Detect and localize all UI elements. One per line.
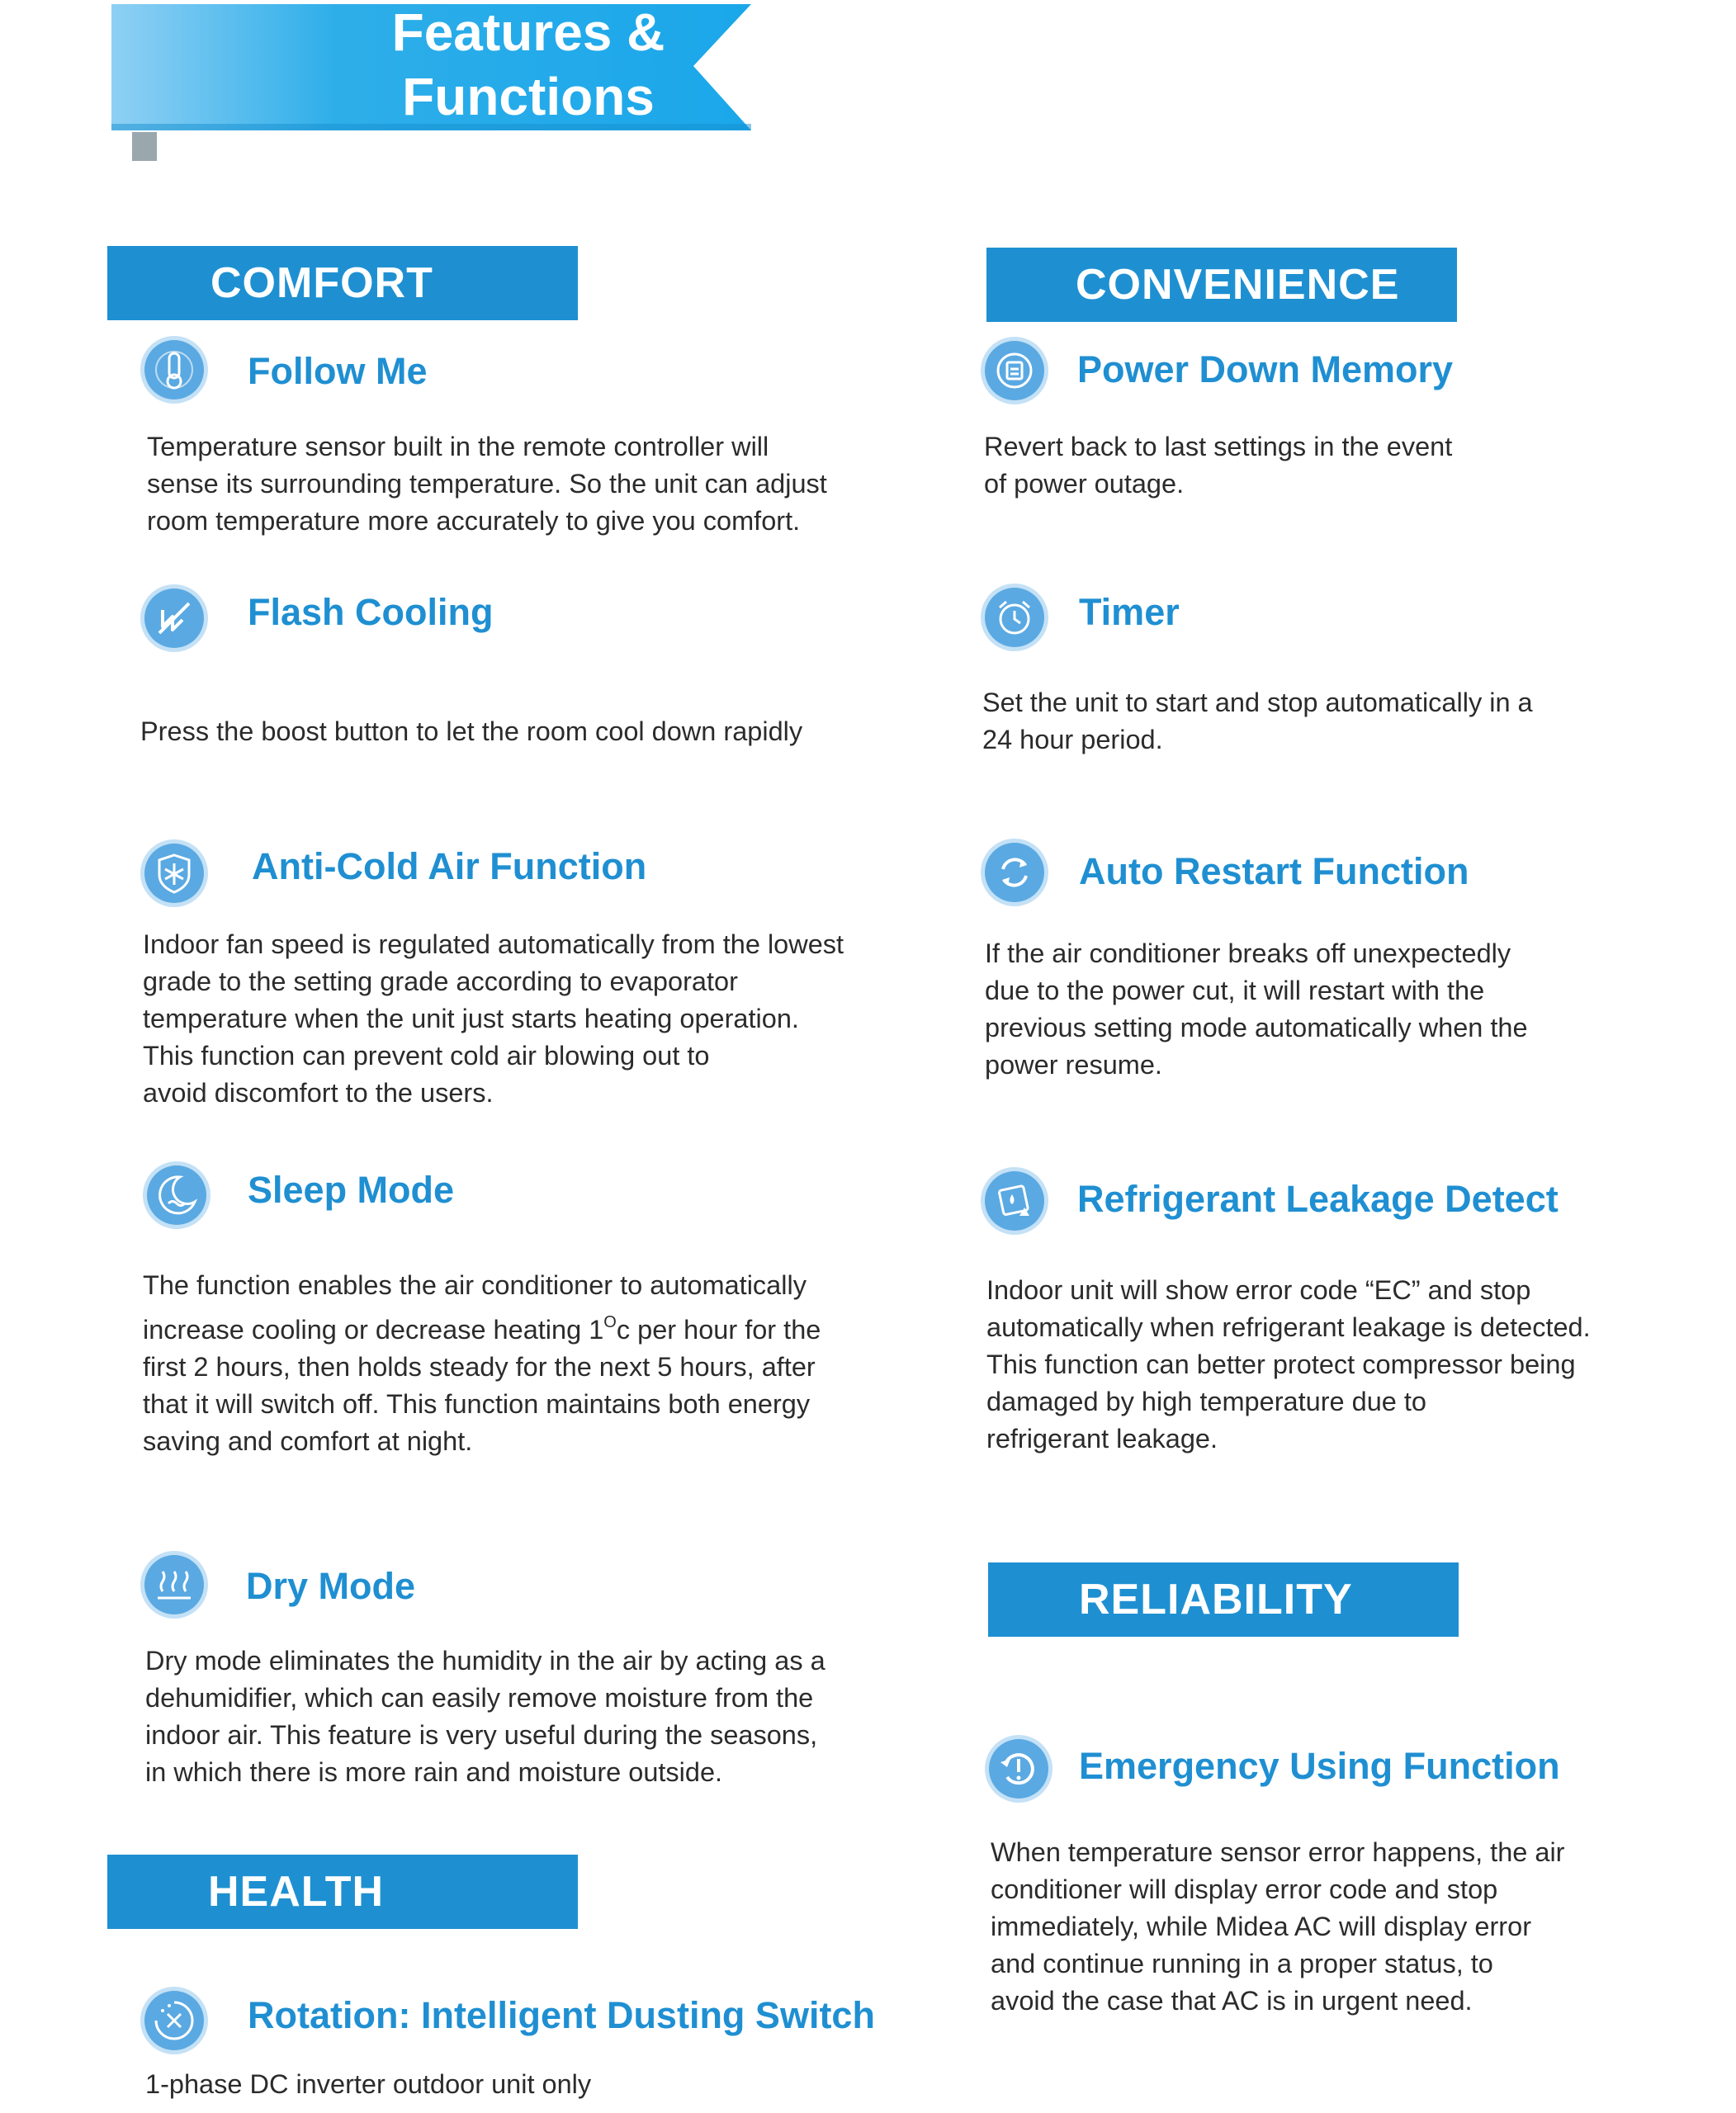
desc-line: grade to the setting grade according to evaporator bbox=[143, 967, 738, 996]
page-title-line-1: Features & bbox=[391, 2, 665, 62]
desc-line: Temperature sensor built in the remote controller will bbox=[147, 432, 769, 461]
desc-fragment: c per hour for the bbox=[616, 1315, 821, 1345]
desc-fragment: increase cooling or decrease heating 1 bbox=[143, 1315, 604, 1345]
desc-line: due to the power cut, it will restart with the bbox=[985, 976, 1485, 1005]
desc-line: Press the boost button to let the room cool down rapidly bbox=[140, 716, 803, 746]
desc-line: saving and comfort at night. bbox=[143, 1426, 473, 1456]
feature-desc-timer bbox=[982, 684, 1533, 759]
page-title-line-2: Functions bbox=[402, 67, 655, 126]
desc-line: previous setting mode automatically when the bbox=[985, 1013, 1528, 1042]
desc-line: first 2 hours, then holds steady for the next 5 hours, after bbox=[143, 1352, 816, 1382]
desc-line: room temperature more accurately to give you comfort. bbox=[147, 506, 801, 536]
title-ribbon bbox=[107, 0, 768, 161]
desc-line-with-superscript bbox=[143, 1304, 821, 1349]
feature-desc-follow-me bbox=[147, 428, 827, 540]
section-header-reliability bbox=[988, 1562, 1459, 1637]
desc-line: The function enables the air conditioner to automatically bbox=[143, 1270, 807, 1300]
desc-line: Indoor fan speed is regulated automatically from the lowest bbox=[143, 929, 844, 959]
desc-line: damaged by high temperature due to bbox=[986, 1387, 1426, 1416]
feature-title-timer: Timer bbox=[1079, 591, 1180, 633]
feature-desc-power-down-memory bbox=[984, 428, 1452, 503]
desc-line: and continue running in a proper status, to bbox=[991, 1949, 1493, 1978]
desc-line: Revert back to last settings in the event bbox=[984, 432, 1453, 461]
feature-desc-sleep-mode bbox=[143, 1267, 821, 1460]
moon-icon bbox=[147, 1165, 206, 1225]
feature-desc-emergency bbox=[991, 1834, 1565, 2020]
leak-detect-icon bbox=[985, 1171, 1044, 1231]
degree-superscript: O bbox=[603, 1313, 617, 1331]
desc-line: that it will switch off. This function maintains both energy bbox=[143, 1389, 811, 1419]
desc-line: dehumidifier, which can easily remove moisture from the bbox=[145, 1683, 814, 1713]
desc-line: power resume. bbox=[985, 1050, 1162, 1080]
feature-title-dry-mode: Dry Mode bbox=[246, 1565, 416, 1607]
feature-title-follow-me: Follow Me bbox=[248, 350, 428, 392]
desc-line: temperature when the unit just starts heating operation. bbox=[143, 1004, 799, 1033]
desc-line: If the air conditioner breaks off unexpectedly bbox=[985, 938, 1511, 968]
desc-line: indoor air. This feature is very useful during the seasons, bbox=[145, 1720, 818, 1750]
alarm-clock-icon bbox=[985, 588, 1044, 647]
desc-line: avoid discomfort to the users. bbox=[143, 1078, 494, 1108]
feature-title-anti-cold-air: Anti-Cold Air Function bbox=[252, 845, 647, 887]
desc-line: This function can prevent cold air blowing out to bbox=[143, 1041, 710, 1071]
desc-line: avoid the case that AC is in urgent need. bbox=[991, 1986, 1473, 2016]
feature-title-flash-cooling: Flash Cooling bbox=[248, 591, 494, 633]
section-header-comfort bbox=[107, 246, 578, 320]
feature-title-sleep-mode: Sleep Mode bbox=[248, 1169, 455, 1211]
section-title-health: HEALTH bbox=[208, 1868, 385, 1916]
feature-desc-flash-cooling bbox=[140, 713, 802, 750]
page-title bbox=[314, 0, 743, 129]
feature-desc-rotation bbox=[145, 2066, 591, 2103]
feature-title-emergency: Emergency Using Function bbox=[1079, 1745, 1560, 1787]
desc-line: 1-phase DC inverter outdoor unit only bbox=[145, 2069, 592, 2099]
feature-desc-anti-cold-air bbox=[143, 926, 844, 1112]
desc-line: refrigerant leakage. bbox=[986, 1424, 1218, 1454]
refresh-icon bbox=[985, 843, 1044, 902]
feature-title-rotation: Rotation: Intelligent Dusting Switch bbox=[248, 1994, 875, 2036]
desc-line: Indoor unit will show error code “EC” and stop bbox=[986, 1275, 1531, 1305]
desc-line: automatically when refrigerant leakage is detected. bbox=[986, 1312, 1591, 1342]
thermometer-icon bbox=[144, 340, 204, 399]
feature-title-refrigerant-leakage: Refrigerant Leakage Detect bbox=[1077, 1178, 1559, 1220]
desc-line: When temperature sensor error happens, the air bbox=[991, 1837, 1565, 1867]
desc-line: This function can better protect compressor being bbox=[986, 1350, 1576, 1379]
desc-line: sense its surrounding temperature. So the unit can adjust bbox=[147, 469, 827, 499]
memory-icon bbox=[985, 341, 1044, 400]
section-title-convenience: CONVENIENCE bbox=[1076, 261, 1400, 309]
feature-desc-refrigerant-leakage bbox=[986, 1272, 1591, 1458]
feature-title-power-down-memory: Power Down Memory bbox=[1077, 348, 1454, 390]
section-title-reliability: RELIABILITY bbox=[1079, 1576, 1353, 1624]
section-title-comfort: COMFORT bbox=[210, 259, 433, 307]
emergency-icon bbox=[989, 1739, 1048, 1799]
desc-line: 24 hour period. bbox=[982, 725, 1163, 754]
desc-line: conditioner will display error code and stop bbox=[991, 1874, 1498, 1904]
dust-switch-icon bbox=[144, 1991, 204, 2050]
lightning-icon bbox=[144, 589, 204, 648]
feature-desc-dry-mode bbox=[145, 1643, 825, 1791]
humidity-icon bbox=[144, 1555, 204, 1614]
feature-title-auto-restart: Auto Restart Function bbox=[1079, 850, 1469, 892]
desc-line: in which there is more rain and moisture outside. bbox=[145, 1757, 723, 1787]
snowflake-shield-icon bbox=[144, 844, 204, 903]
desc-line: Dry mode eliminates the humidity in the air by acting as a bbox=[145, 1646, 825, 1676]
desc-line: Set the unit to start and stop automatically in a bbox=[982, 688, 1533, 717]
desc-line: immediately, while Midea AC will display error bbox=[991, 1912, 1532, 1941]
section-header-convenience bbox=[986, 248, 1457, 322]
section-header-health bbox=[107, 1855, 578, 1929]
desc-line: of power outage. bbox=[984, 469, 1185, 499]
feature-desc-auto-restart bbox=[985, 935, 1528, 1084]
